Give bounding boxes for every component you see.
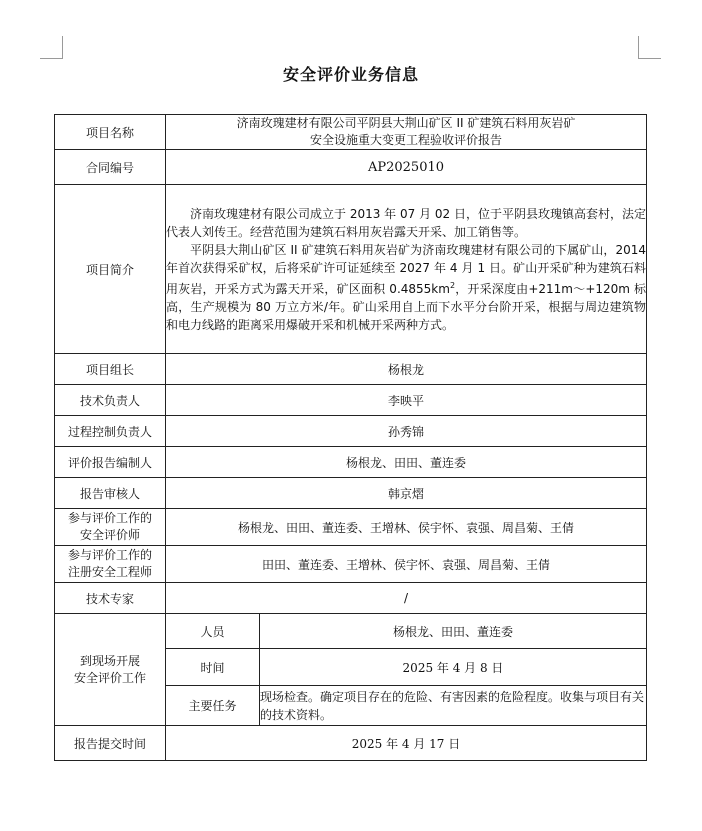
intro-paragraph-1: 济南玫瑰建材有限公司成立于 2013 年 07 月 02 日，位于平阴县玫瑰镇高套村，法定代表人刘传王。经营范围为建筑石料用灰岩露天开采、加工销售等。 <box>166 206 646 239</box>
site-label <box>55 614 166 726</box>
reviewer-value: 韩京熠 <box>166 478 647 509</box>
submit-label: 报告提交时间 <box>55 726 166 761</box>
leader-label: 项目组长 <box>55 354 166 385</box>
site-task-value: 现场检查。确定项目存在的危险、有害因素的危险程度。收集与项目有关的技术资料。 <box>260 686 647 726</box>
info-table <box>54 114 647 761</box>
submit-value: 2025 年 4 月 17 日 <box>166 726 647 761</box>
contract-no-value: AP2025010 <box>166 150 647 185</box>
engineers-label-line2: 注册安全工程师 <box>67 565 152 579</box>
engineers-label-line1: 参与评价工作的 <box>67 548 152 562</box>
project-name-label: 项目名称 <box>55 115 166 150</box>
row-reviewer <box>55 478 647 509</box>
evaluators-label-line1: 参与评价工作的 <box>67 511 152 525</box>
process-lead-value: 孙秀锦 <box>166 416 647 447</box>
engineers-label <box>55 546 166 583</box>
row-project-name <box>55 115 647 150</box>
site-label-line2: 安全评价工作 <box>73 670 146 685</box>
editors-value: 杨根龙、田田、董连委 <box>166 447 647 478</box>
page-corner-mark-left <box>40 36 63 59</box>
evaluators-label-line2: 安全评价师 <box>79 528 140 542</box>
tech-lead-value: 李映平 <box>166 385 647 416</box>
project-name-line1: 济南玫瑰建材有限公司平阴县大荆山矿区 II 矿建筑石料用灰岩矿 <box>236 116 576 130</box>
contract-no-label: 合同编号 <box>55 150 166 185</box>
page-title: 安全评价业务信息 <box>282 65 419 84</box>
row-editors <box>55 447 647 478</box>
site-time-value: 2025 年 4 月 8 日 <box>260 649 647 686</box>
site-personnel-value: 杨根龙、田田、董连委 <box>260 614 647 649</box>
row-tech-lead <box>55 385 647 416</box>
experts-label: 技术专家 <box>55 583 166 614</box>
project-name-line2: 安全设施重大变更工程验收评价报告 <box>309 133 502 147</box>
tech-lead-label: 技术负责人 <box>55 385 166 416</box>
site-personnel-label: 人员 <box>166 614 260 649</box>
page-corner-mark-right <box>638 36 661 59</box>
intro-paragraph-2-b: ，开采深度由+211m～+120m 标高，生产规模为 80 万立方米/年。矿山采用自上而下水平分台阶开采，根据与周边建筑物和电力线路的距离采用爆破开采和机械开采两种方式。 <box>166 281 646 332</box>
project-name-value <box>166 115 647 150</box>
row-submit <box>55 726 647 761</box>
site-task-label: 主要任务 <box>166 686 260 726</box>
editors-label: 评价报告编制人 <box>55 447 166 478</box>
row-intro <box>55 185 647 354</box>
process-lead-label: 过程控制负责人 <box>55 416 166 447</box>
intro-label: 项目简介 <box>55 185 166 354</box>
row-process-lead <box>55 416 647 447</box>
intro-area-superscript: 2 <box>449 280 456 290</box>
row-engineers <box>55 546 647 583</box>
intro-paragraph-2 <box>166 241 646 334</box>
evaluators-value: 杨根龙、田田、董连委、王增林、侯宇怀、袁强、周昌菊、王倩 <box>166 509 647 546</box>
evaluators-label <box>55 509 166 546</box>
row-evaluators <box>55 509 647 546</box>
row-contract-no <box>55 150 647 185</box>
site-label-line1: 到现场开展 <box>79 653 140 668</box>
leader-value: 杨根龙 <box>166 354 647 385</box>
intro-paragraph-2-a: 平阴县大荆山矿区 II 矿建筑石料用灰岩矿为济南玫瑰建材有限公司的下属矿山，2014 年首次获得采矿权，后将采矿许可证延续至 2027 年 4 月 1 日。矿山开采矿种为建筑石料用灰岩，开采方式为露天开采，矿区面积 0.4855km <box>166 242 646 296</box>
site-time-label: 时间 <box>166 649 260 686</box>
reviewer-label: 报告审核人 <box>55 478 166 509</box>
row-site-personnel <box>55 614 647 649</box>
experts-value: / <box>166 583 647 614</box>
engineers-value: 田田、董连委、王增林、侯宇怀、袁强、周昌菊、王倩 <box>166 546 647 583</box>
row-leader <box>55 354 647 385</box>
intro-value <box>166 185 647 354</box>
row-experts <box>55 583 647 614</box>
